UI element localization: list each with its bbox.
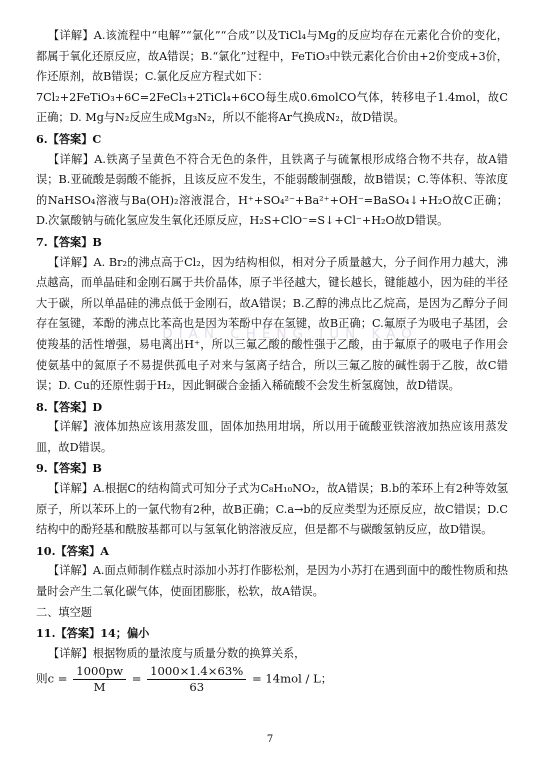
answer-heading: 6.【答案】C: [36, 131, 102, 146]
document-page: [36, 26, 508, 695]
explanation-paragraph: 【详解】液体加热应该用蒸发皿，固体加热用坩埚，所以用于硫酸亚铁溶液加热应该用蒸发皿，故D错误。: [36, 420, 508, 454]
fraction-1: [73, 664, 126, 695]
explanation-paragraph: 7Cl₂+2FeTiO₃+6C=2FeCl₃+2TiCl₄+6CO每生成0.6molCO气体，转移电子1.4mol，故C正确；D. Mg与N₂反应生成Mg₃N₂，所以不能将Ar气换成N₂，故D错误。: [36, 90, 508, 125]
explanation-paragraph: 【详解】A.面点师制作糕点时添加小苏打作膨松剂，是因为小苏打在遇到面中的酸性物质和热量时会产生二氧化碳气体，使面团膨胀，松软，故A错误。: [36, 564, 508, 599]
concentration-formula: [36, 664, 508, 695]
page-number: 7: [266, 734, 274, 745]
watermark-subtext: DIAN CHENG JUN KAO: [162, 326, 418, 342]
fraction-2: [147, 664, 246, 695]
answer-heading: 8.【答案】D: [36, 399, 103, 414]
formula-lhs: 则c =: [36, 671, 68, 686]
fraction-1-denominator: M: [93, 680, 106, 695]
explanation-paragraph: 【详解】A.根据C的结构简式可知分子式为C₈H₁₀NO₂，故A错误；B.b的苯环上有2种等效氢原子，所以苯环上的一氯代物有2种，故B正确；C.a→b的反应类型为还原反应，故C错误；D.C结构中的酚羟基和酰胺基都可以与氢氧化钠溶液反应，但是都不与碳酸氢钠反应，故D错误。: [36, 482, 508, 537]
formula-result: = 14mol / L；: [251, 671, 333, 686]
answer-heading: 9.【答案】B: [36, 461, 102, 476]
section-heading: 二、填空题: [36, 605, 92, 619]
answer-heading: 11.【答案】14；偏小: [36, 626, 150, 641]
explanation-paragraph: 【详解】A.铁离子呈黄色不符合无色的条件，且铁离子与硫氰根形成络合物不共存，故A错误；B.亚硫酸是弱酸不能拆，且该反应不发生，不能弱酸制强酸，故B错误；C.等体积、等浓度的NaHSO₄溶液与Ba(OH)₂溶液混合，H⁺+SO₄²⁻+Ba²⁺+OH⁻=BaSO₄↓+H₂O故C正确；D.次氯酸钠与硫化氢应发生氧化还原反应，H₂S+ClO⁻=S↓+Cl⁻+H₂O故D错误。: [36, 152, 508, 228]
answer-heading: 10.【答案】A: [36, 543, 109, 558]
explanation-paragraph: 【详解】A. Br₂的沸点高于Cl₂，因为结构相似，相对分子质量越大，分子间作用力越大，沸点越高，而单晶硅和金刚石属于共价晶体，原子半径越大，键长越长，键能越小，因为硅的半径大于碳，所以单晶硅的沸点低于金刚石，故A错误；B.乙醇的沸点比乙烷高，是因为乙醇分子间存在氢键，苯酚的沸点比苯高也是因为苯酚中存在氢键，故B正确；C.氟原子为吸电子基团，会使羧基的活性增强，易电离出H⁺，所以三氟乙酸的酸性强于乙酸，由于氟原子的吸电子作用会使氨基中的氮原子不易提供孤电子对来与氢离子结合，所以三氟乙胺的碱性弱于乙胺，故C错误；D. Cu的还原性弱于H₂，因此铜碳合金插入稀硫酸不会发生析氢腐蚀，故D错误。: [36, 255, 508, 393]
formula-equals: =: [131, 671, 142, 686]
explanation-paragraph: 【详解】A.该流程中“电解”“氯化”“合成”以及TiCl₄与Mg的反应均存在元素化合价的变化，都属于氧化还原反应，故A错误；B.“氯化”过程中，FeTiO₃中铁元素化合价由+2价变成+3价，作还原剂，故B错误；C.氯化反应方程式如下：: [36, 29, 508, 84]
answer-heading: 7.【答案】B: [36, 234, 102, 249]
fraction-2-numerator: 1000×1.4×63%: [147, 664, 246, 680]
fraction-2-denominator: 63: [189, 680, 205, 695]
fraction-1-numerator: 1000pw: [73, 664, 126, 680]
explanation-paragraph: 【详解】根据物质的量浓度与质量分数的换算关系，: [48, 646, 306, 660]
